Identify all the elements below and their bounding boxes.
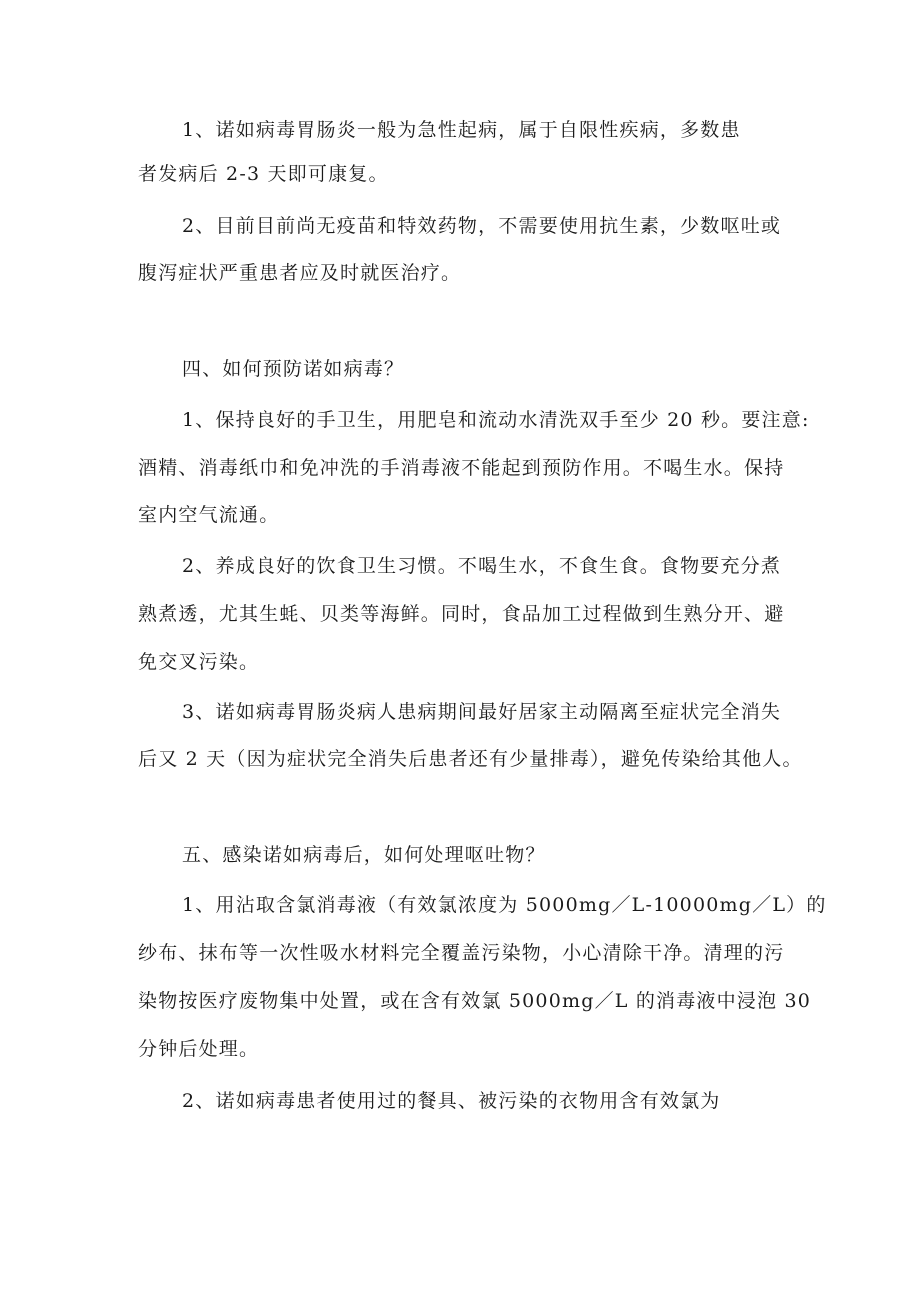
paragraph-line: 2、养成良好的饮食卫生习惯。不喝生水，不食生食。食物要充分煮 (182, 555, 782, 577)
paragraph-line: 1、用沾取含氯消毒液（有效氯浓度为 5000mg／L-10000mg／L）的 (182, 894, 827, 916)
paragraph-line: 2、目前目前尚无疫苗和特效药物，不需要使用抗生素，少数呕吐或 (182, 215, 782, 237)
paragraph-line: 2、诺如病毒患者使用过的餐具、被污染的衣物用含有效氯为 (182, 1090, 721, 1112)
paragraph-line: 1、诺如病毒胃肠炎一般为急性起病，属于自限性疾病，多数患 (182, 119, 741, 141)
section-heading: 五、感染诺如病毒后，如何处理呕吐物？ (182, 844, 546, 866)
paragraph-line: 者发病后 2-3 天即可康复。 (138, 163, 389, 185)
paragraph-line: 分钟后处理。 (138, 1038, 260, 1060)
section-heading: 四、如何预防诺如病毒？ (182, 358, 405, 380)
paragraph-line: 纱布、抹布等一次性吸水材料完全覆盖污染物，小心清除干净。清理的污 (138, 942, 785, 964)
paragraph-line: 3、诺如病毒胃肠炎病人患病期间最好居家主动隔离至症状完全消失 (182, 701, 782, 723)
paragraph-line: 室内空气流通。 (138, 504, 280, 526)
paragraph-line: 酒精、消毒纸巾和免冲洗的手消毒液不能起到预防作用。不喝生水。保持 (138, 457, 785, 479)
paragraph-line: 免交叉污染。 (138, 651, 260, 673)
paragraph-line: 腹泻症状严重患者应及时就医治疗。 (138, 262, 462, 284)
paragraph-line: 1、保持良好的手卫生，用肥皂和流动水清洗双手至少 20 秒。要注意: (182, 409, 810, 431)
paragraph-line: 后又 2 天（因为症状完全消失后患者还有少量排毒），避免传染给其他人。 (138, 748, 803, 770)
paragraph-line: 染物按医疗废物集中处置，或在含有效氯 5000mg／L 的消毒液中浸泡 30 (138, 990, 812, 1012)
paragraph-line: 熟煮透，尤其生蚝、贝类等海鲜。同时，食品加工过程做到生熟分开、避 (138, 603, 785, 625)
